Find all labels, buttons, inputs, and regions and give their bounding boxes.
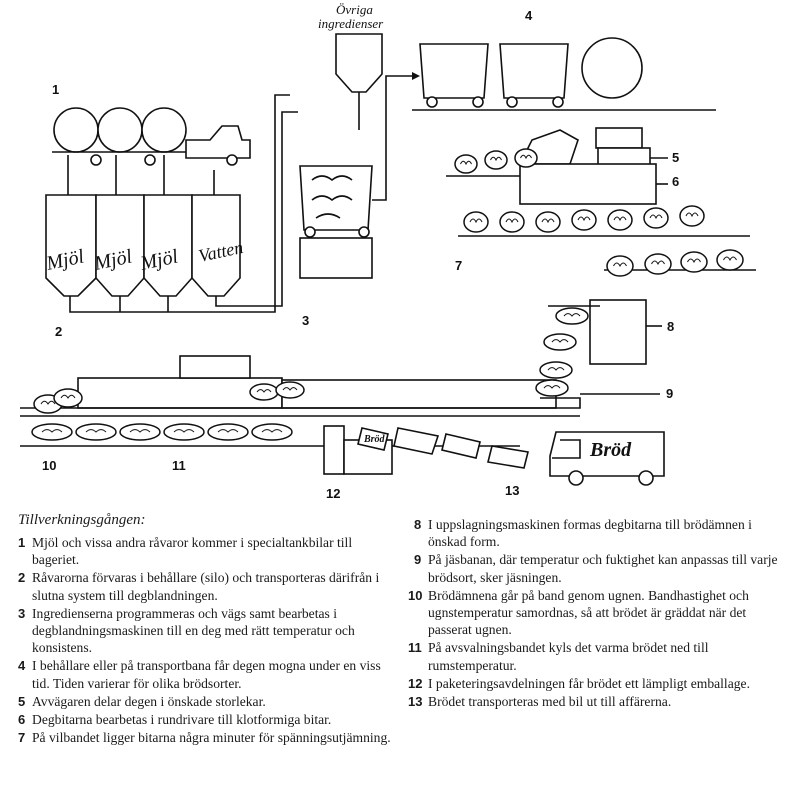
step-text: På avsvalningsbandet kyls det varma brödet ned till rumstemperatur. (428, 640, 709, 673)
step-text: Avvägaren delar degen i önskade storlekar. (32, 693, 266, 709)
legend-step (408, 675, 780, 692)
marker-3: 3 (302, 313, 310, 328)
silo-label-3: Mjöl (138, 245, 180, 275)
silo-label-4: Vatten (196, 236, 245, 266)
step-number: 1 (18, 535, 26, 550)
legend-step (18, 657, 393, 691)
ovriga-label: Övriga (336, 2, 373, 17)
legend-column-left (18, 534, 393, 747)
marker-1: 1 (52, 82, 60, 97)
marker-11: 11 (172, 458, 186, 473)
step-text: På vilbandet ligger bitarna några minuter för spänningsutjämning. (32, 730, 391, 746)
step-number: 4 (18, 658, 26, 674)
marker-8: 8 (667, 319, 675, 334)
legend-title: Tillverkningsgången: (18, 512, 146, 528)
maturing-containers (412, 38, 716, 110)
van-label: Bröd (590, 439, 632, 461)
packaging (324, 426, 528, 474)
process-legend (18, 512, 778, 797)
legend-step (414, 516, 780, 550)
step-number: 8 (414, 517, 422, 532)
marker-2: 2 (55, 324, 63, 339)
dough-mixer (300, 2, 420, 278)
step-text: Brödämnena går på band genom ugnen. Bandhastighet och ugnstemperatur samordnas, så att brödet är gräddat när det passerat ugnen. (428, 587, 749, 638)
box-label: Bröd (364, 434, 385, 445)
step-text: Brödet transporteras med bil ut till affärerna. (428, 694, 672, 710)
step-text: I paketeringsavdelningen får brödet ett lämpligt emballage. (428, 675, 750, 691)
step-text: Råvarorna förvaras i behållare (silo) och transporteras därifrån i slutna system till degblandningen. (32, 570, 380, 603)
step-text: Ingredienserna programmeras och vägs samt bearbetas i degblandningsmaskinen till en deg med rätt temperatur och konsistens. (32, 605, 355, 656)
delivery-van (550, 432, 664, 485)
legend-step (18, 711, 393, 728)
marker-12: 12 (326, 486, 341, 501)
step-number: 11 (408, 640, 422, 656)
silo-label-2: Mjöl (92, 245, 134, 275)
legend-step (408, 693, 780, 710)
step-number: 7 (18, 730, 26, 746)
step-number: 13 (408, 694, 423, 710)
legend-step (18, 534, 393, 568)
step-text: Degbitarna bearbetas i rundrivare till klotformiga bitar. (32, 712, 332, 728)
step-number: 6 (18, 712, 26, 728)
divider-and-rounder (446, 128, 750, 236)
tank-truck (52, 108, 250, 165)
step-number: 5 (18, 693, 26, 709)
step-number: 2 (18, 570, 26, 586)
marker-7: 7 (455, 258, 463, 273)
step-number: 9 (414, 552, 422, 568)
ingredienser-label: ingredienser (318, 16, 384, 31)
marker-10: 10 (42, 458, 57, 473)
step-number: 10 (408, 587, 423, 603)
legend-step (408, 639, 780, 673)
legend-step (18, 605, 393, 657)
marker-4: 4 (525, 8, 533, 23)
legend-step (18, 729, 393, 746)
marker-13: 13 (505, 483, 520, 498)
step-number: 12 (408, 675, 423, 691)
legend-step (18, 569, 393, 603)
step-text: I behållare eller på transportbana får degen mogna under en viss tid. Tiden varierar för olika brödsorter. (32, 658, 381, 691)
step-text: I uppslagningsmaskinen formas degbitarna till brödämnen i önskad form. (428, 517, 752, 550)
legend-step (18, 693, 393, 710)
step-number: 3 (18, 605, 26, 621)
legend-step (408, 587, 780, 639)
silo-label-1: Mjöl (44, 245, 86, 275)
legend-column-right (408, 516, 780, 711)
marker-5: 5 (672, 150, 680, 165)
step-text: Mjöl och vissa andra råvaror kommer i specialtankbilar till bageriet. (32, 535, 353, 568)
marker-9: 9 (666, 386, 674, 401)
legend-step (414, 551, 780, 585)
step-text: På jäsbanan, där temperatur och fuktighet kan anpassas till varje brödsort, sker jäsningen. (428, 552, 778, 585)
marker-6: 6 (672, 174, 680, 189)
